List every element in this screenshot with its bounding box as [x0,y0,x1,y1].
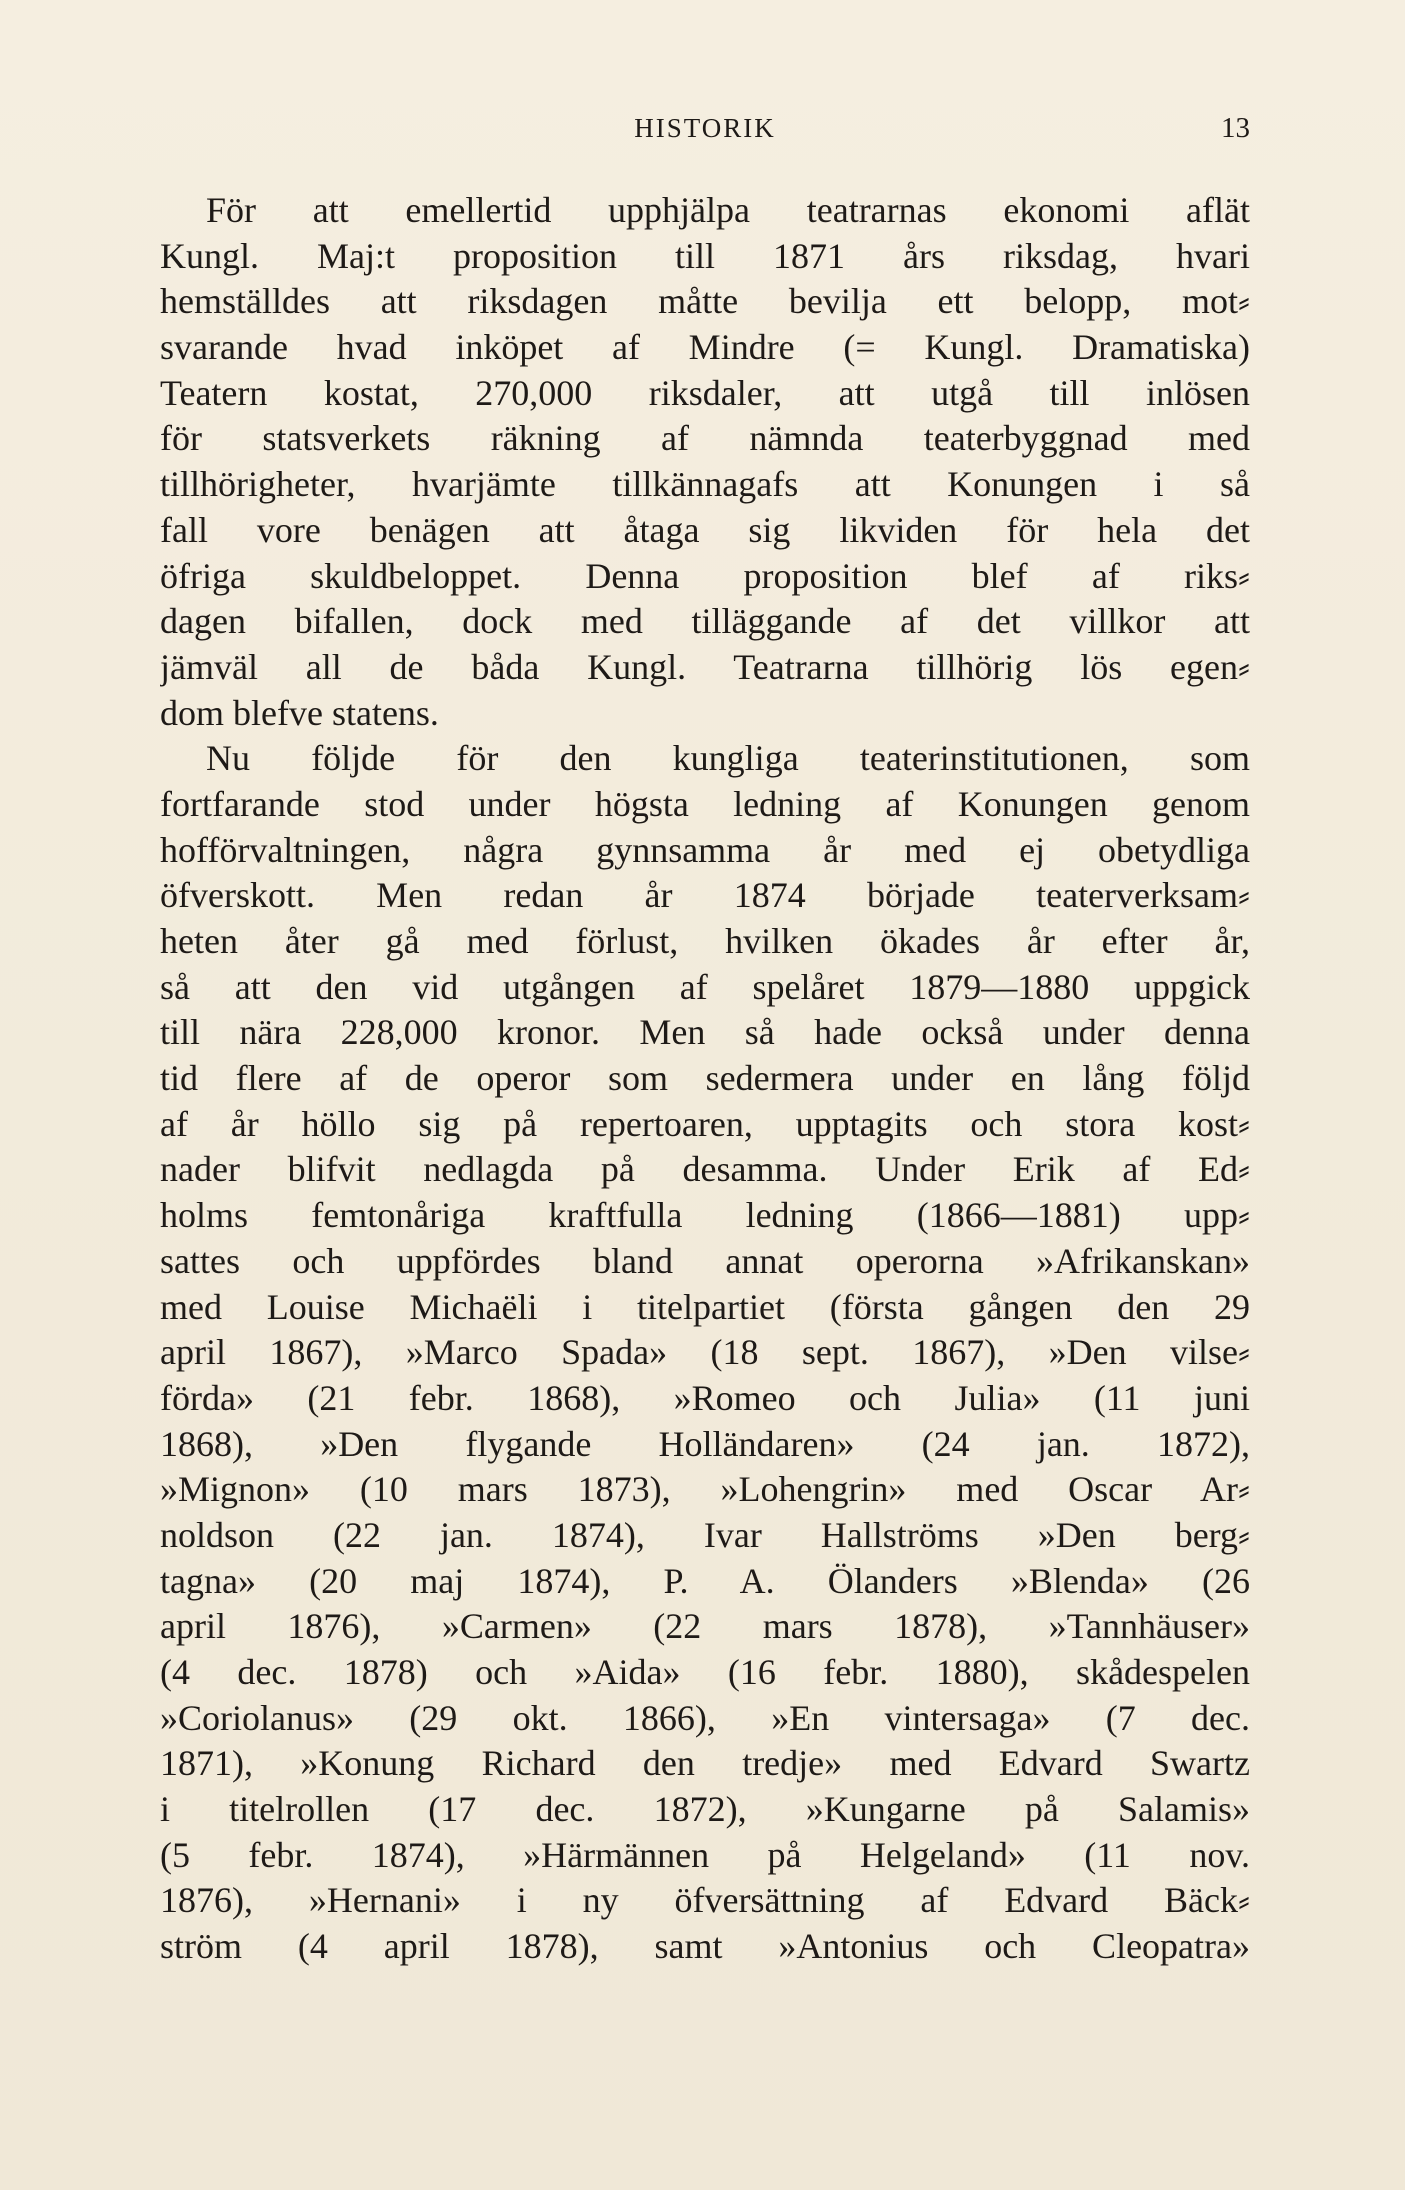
text-line: tagna» (20 maj 1874), P. A. Ölanders »Blenda» (26 [160,1560,1250,1601]
text-line: (4 dec. 1878) och »Aida» (16 febr. 1880), skådespelen [160,1652,1250,1692]
text-line: i titelrollen (17 dec. 1872), »Kungarne på Salamis» [160,1789,1250,1830]
text-line: öfriga skuldbeloppet. Denna proposition blef af riks⸗ [160,555,1250,596]
text-line: För att emellertid upphjälpa teatrarnas ekonomi aflät [206,190,1250,230]
page-number: 13 [1221,112,1250,144]
text-line: så att den vid utgången af spelåret 1879—1880 uppgick [160,966,1250,1007]
text-line: dom blefve statens. [160,692,439,733]
text-line: dagen bifallen, dock med tilläggande af det villkor att [160,601,1250,642]
running-title: HISTORIK [634,113,776,143]
body-text [160,188,1250,1970]
text-line: tid flere af de operor som sedermera under en lång följd [160,1058,1250,1099]
paragraph-1 [160,188,1250,736]
text-line: fall vore benägen att åtaga sig likviden för hela det [160,509,1250,550]
text-line: jämväl all de båda Kungl. Teatrarna tillhörig lös egen⸗ [160,646,1250,687]
text-line: »Coriolanus» (29 okt. 1866), »En vintersaga» (7 dec. [160,1697,1250,1738]
text-line: hofförvaltningen, några gynnsamma år med ej obetydliga [160,829,1250,870]
text-line: (5 febr. 1874), »Härmännen på Helgeland» (11 nov. [160,1834,1250,1875]
text-line: af år höllo sig på repertoaren, upptagits och stora kost⸗ [160,1103,1250,1144]
running-head [160,108,1250,148]
text-line: »Mignon» (10 mars 1873), »Lohengrin» med Oscar Ar⸗ [160,1469,1250,1510]
text-line: holms femtonåriga kraftfulla ledning (1866—1881) upp⸗ [160,1195,1250,1236]
text-line: hemställdes att riksdagen måtte bevilja ett belopp, mot⸗ [160,281,1250,322]
text-line: med Louise Michaëli i titelpartiet (första gången den 29 [160,1286,1250,1327]
paragraph-2 [160,736,1250,1970]
text-line: sattes och uppfördes bland annat operorna »Afrikanskan» [160,1240,1250,1281]
text-line: tillhörigheter, hvarjämte tillkännagafs att Konungen i så [160,464,1250,505]
text-line: Kungl. Maj:t proposition till 1871 års riksdag, hvari [160,235,1250,276]
text-line: 1868), »Den flygande Holländaren» (24 jan. 1872), [160,1423,1250,1464]
text-line: fortfarande stod under högsta ledning af Konungen genom [160,783,1250,824]
text-line: förda» (21 febr. 1868), »Romeo och Julia» (11 juni [160,1377,1250,1418]
text-line: ström (4 april 1878), samt »Antonius och Cleopatra» [160,1926,1250,1967]
text-line: Teatern kostat, 270,000 riksdaler, att utgå till inlösen [160,372,1250,413]
text-line: 1871), »Konung Richard den tredje» med Edvard Swartz [160,1743,1250,1784]
text-line: heten åter gå med förlust, hvilken ökades år efter år, [160,921,1250,961]
text-line: till nära 228,000 kronor. Men så hade också under denna [160,1012,1250,1053]
text-line: Nu följde för den kungliga teaterinstitutionen, som [206,738,1250,779]
text-line: nader blifvit nedlagda på desamma. Under Erik af Ed⸗ [160,1149,1250,1190]
text-line: noldson (22 jan. 1874), Ivar Hallströms »Den berg⸗ [160,1514,1250,1555]
text-line: öfverskott. Men redan år 1874 började teaterverksam⸗ [160,875,1250,916]
text-line: för statsverkets räkning af nämnda teaterbyggnad med [160,418,1250,459]
text-line: april 1876), »Carmen» (22 mars 1878), »Tannhäuser» [160,1606,1250,1647]
text-line: 1876), »Hernani» i ny öfversättning af Edvard Bäck⸗ [160,1880,1250,1921]
text-line: svarande hvad inköpet af Mindre (= Kungl. Dramatiska) [160,327,1250,368]
text-line: april 1867), »Marco Spada» (18 sept. 1867), »Den vilse⸗ [160,1332,1250,1373]
